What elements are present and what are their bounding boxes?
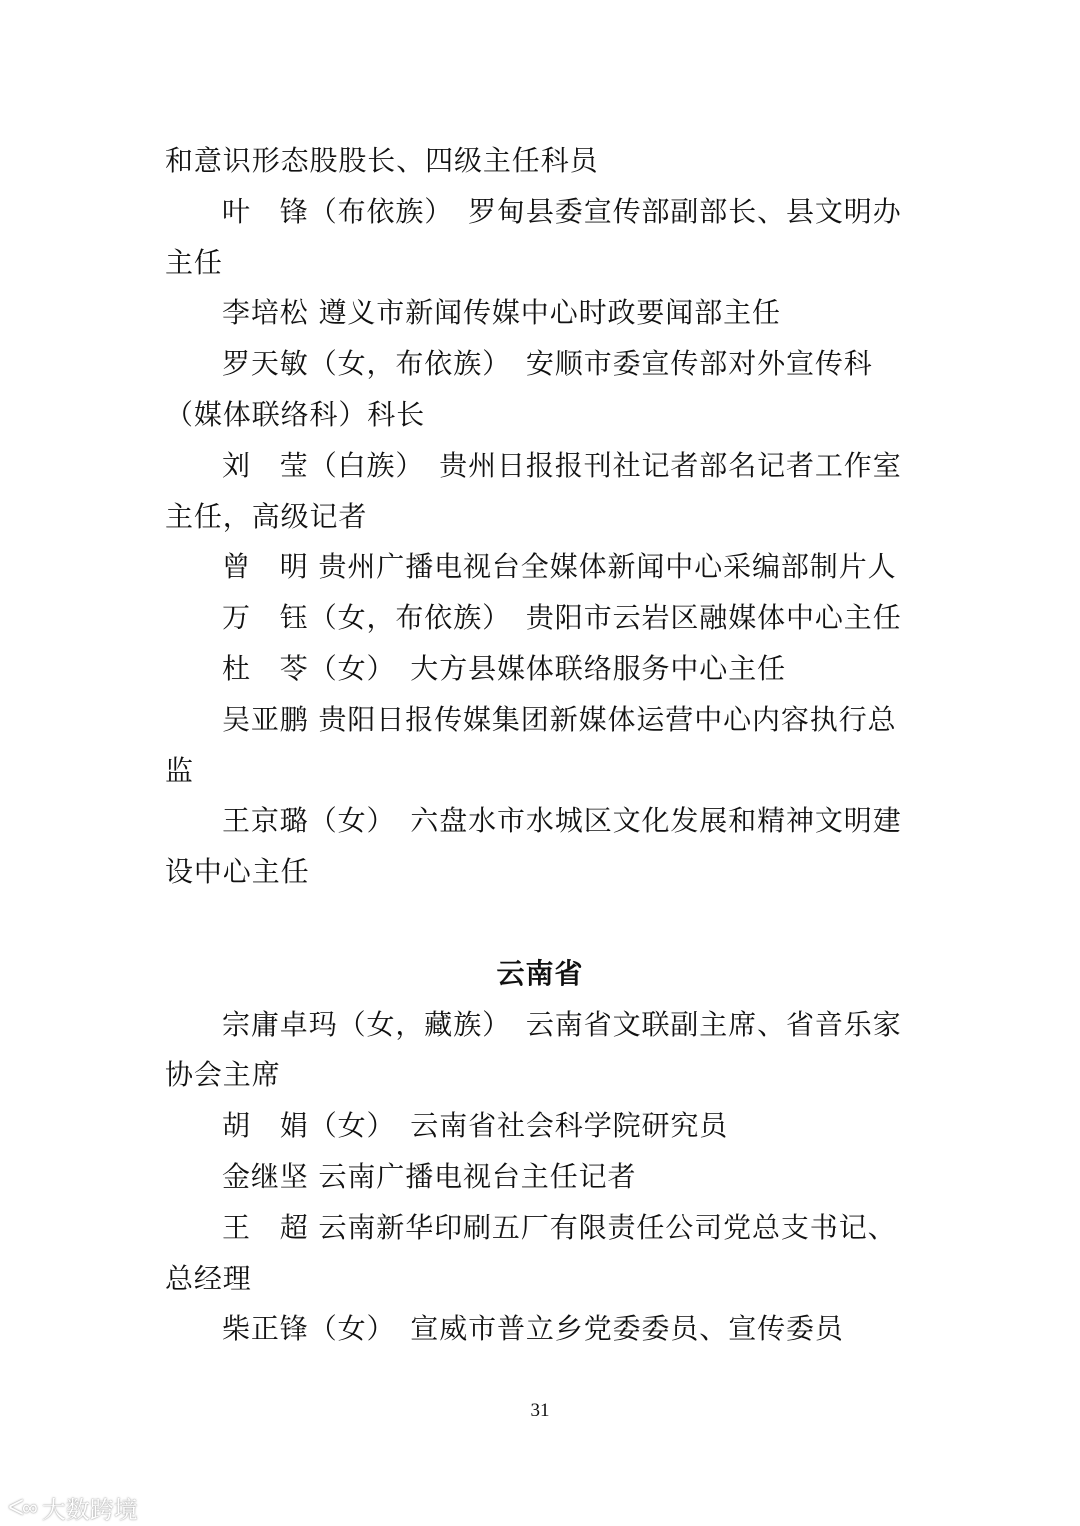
watermark-text: 大数跨境 — [41, 1496, 138, 1524]
watermark — [8, 1490, 138, 1525]
entry-continuation-line: 总经理 — [165, 1261, 252, 1295]
entry-line: 李培松 遵义市新闻传媒中心时政要闻部主任 — [222, 296, 781, 330]
entry-continuation-line: 监 — [165, 753, 194, 787]
entry-line: 曾 明 贵州广播电视台全媒体新闻中心采编部制片人 — [222, 550, 897, 584]
entry-continuation-line: （媒体联络科）科长 — [165, 398, 426, 431]
entry-line: 王京璐（女） 六盘水市水城区文化发展和精神文明建 — [222, 804, 902, 838]
entry-line: 宗庸卓玛（女，藏族） 云南省文联副主席、省音乐家 — [222, 1007, 902, 1041]
entry-line: 金继坚 云南广播电视台主任记者 — [222, 1160, 637, 1193]
entry-line: 胡 娟（女） 云南省社会科学院研究员 — [222, 1109, 729, 1143]
entry-line: 柴正锋（女） 宣威市普立乡党委委员、宣传委员 — [222, 1312, 844, 1346]
entry-line: 王 超 云南新华印刷五厂有限责任公司党总支书记、 — [222, 1210, 897, 1244]
entry-line: 万 钰（女，布依族） 贵阳市云岩区融媒体中心主任 — [222, 601, 902, 635]
entry-line: 刘 莹（白族） 贵州日报报刊社记者部名记者工作室 — [222, 448, 902, 482]
watermark-logo-icon: ᐸ∞ — [8, 1494, 36, 1520]
entry-line: 杜 苓（女） 大方县媒体联络服务中心主任 — [222, 652, 787, 685]
page-number: 31 — [530, 1400, 550, 1421]
entry-line: 吴亚鹏 贵阳日报传媒集团新媒体运营中心内容执行总 — [222, 702, 897, 736]
entry-line: 和意识形态股股长、四级主任科员 — [165, 144, 599, 177]
entry-continuation-line: 设中心主任 — [165, 855, 310, 889]
entry-continuation-line: 主任，高级记者 — [165, 499, 368, 533]
entry-line: 罗天敏（女，布依族） 安顺市委宣传部对外宣传科 — [222, 347, 873, 381]
entry-continuation-line: 主任 — [165, 245, 223, 279]
entry-line: 叶 锋（布依族） 罗甸县委宣传部副部长、县文明办 — [222, 194, 902, 228]
entry-continuation-line: 协会主席 — [165, 1058, 281, 1092]
section-heading: 云南省 — [496, 956, 584, 990]
